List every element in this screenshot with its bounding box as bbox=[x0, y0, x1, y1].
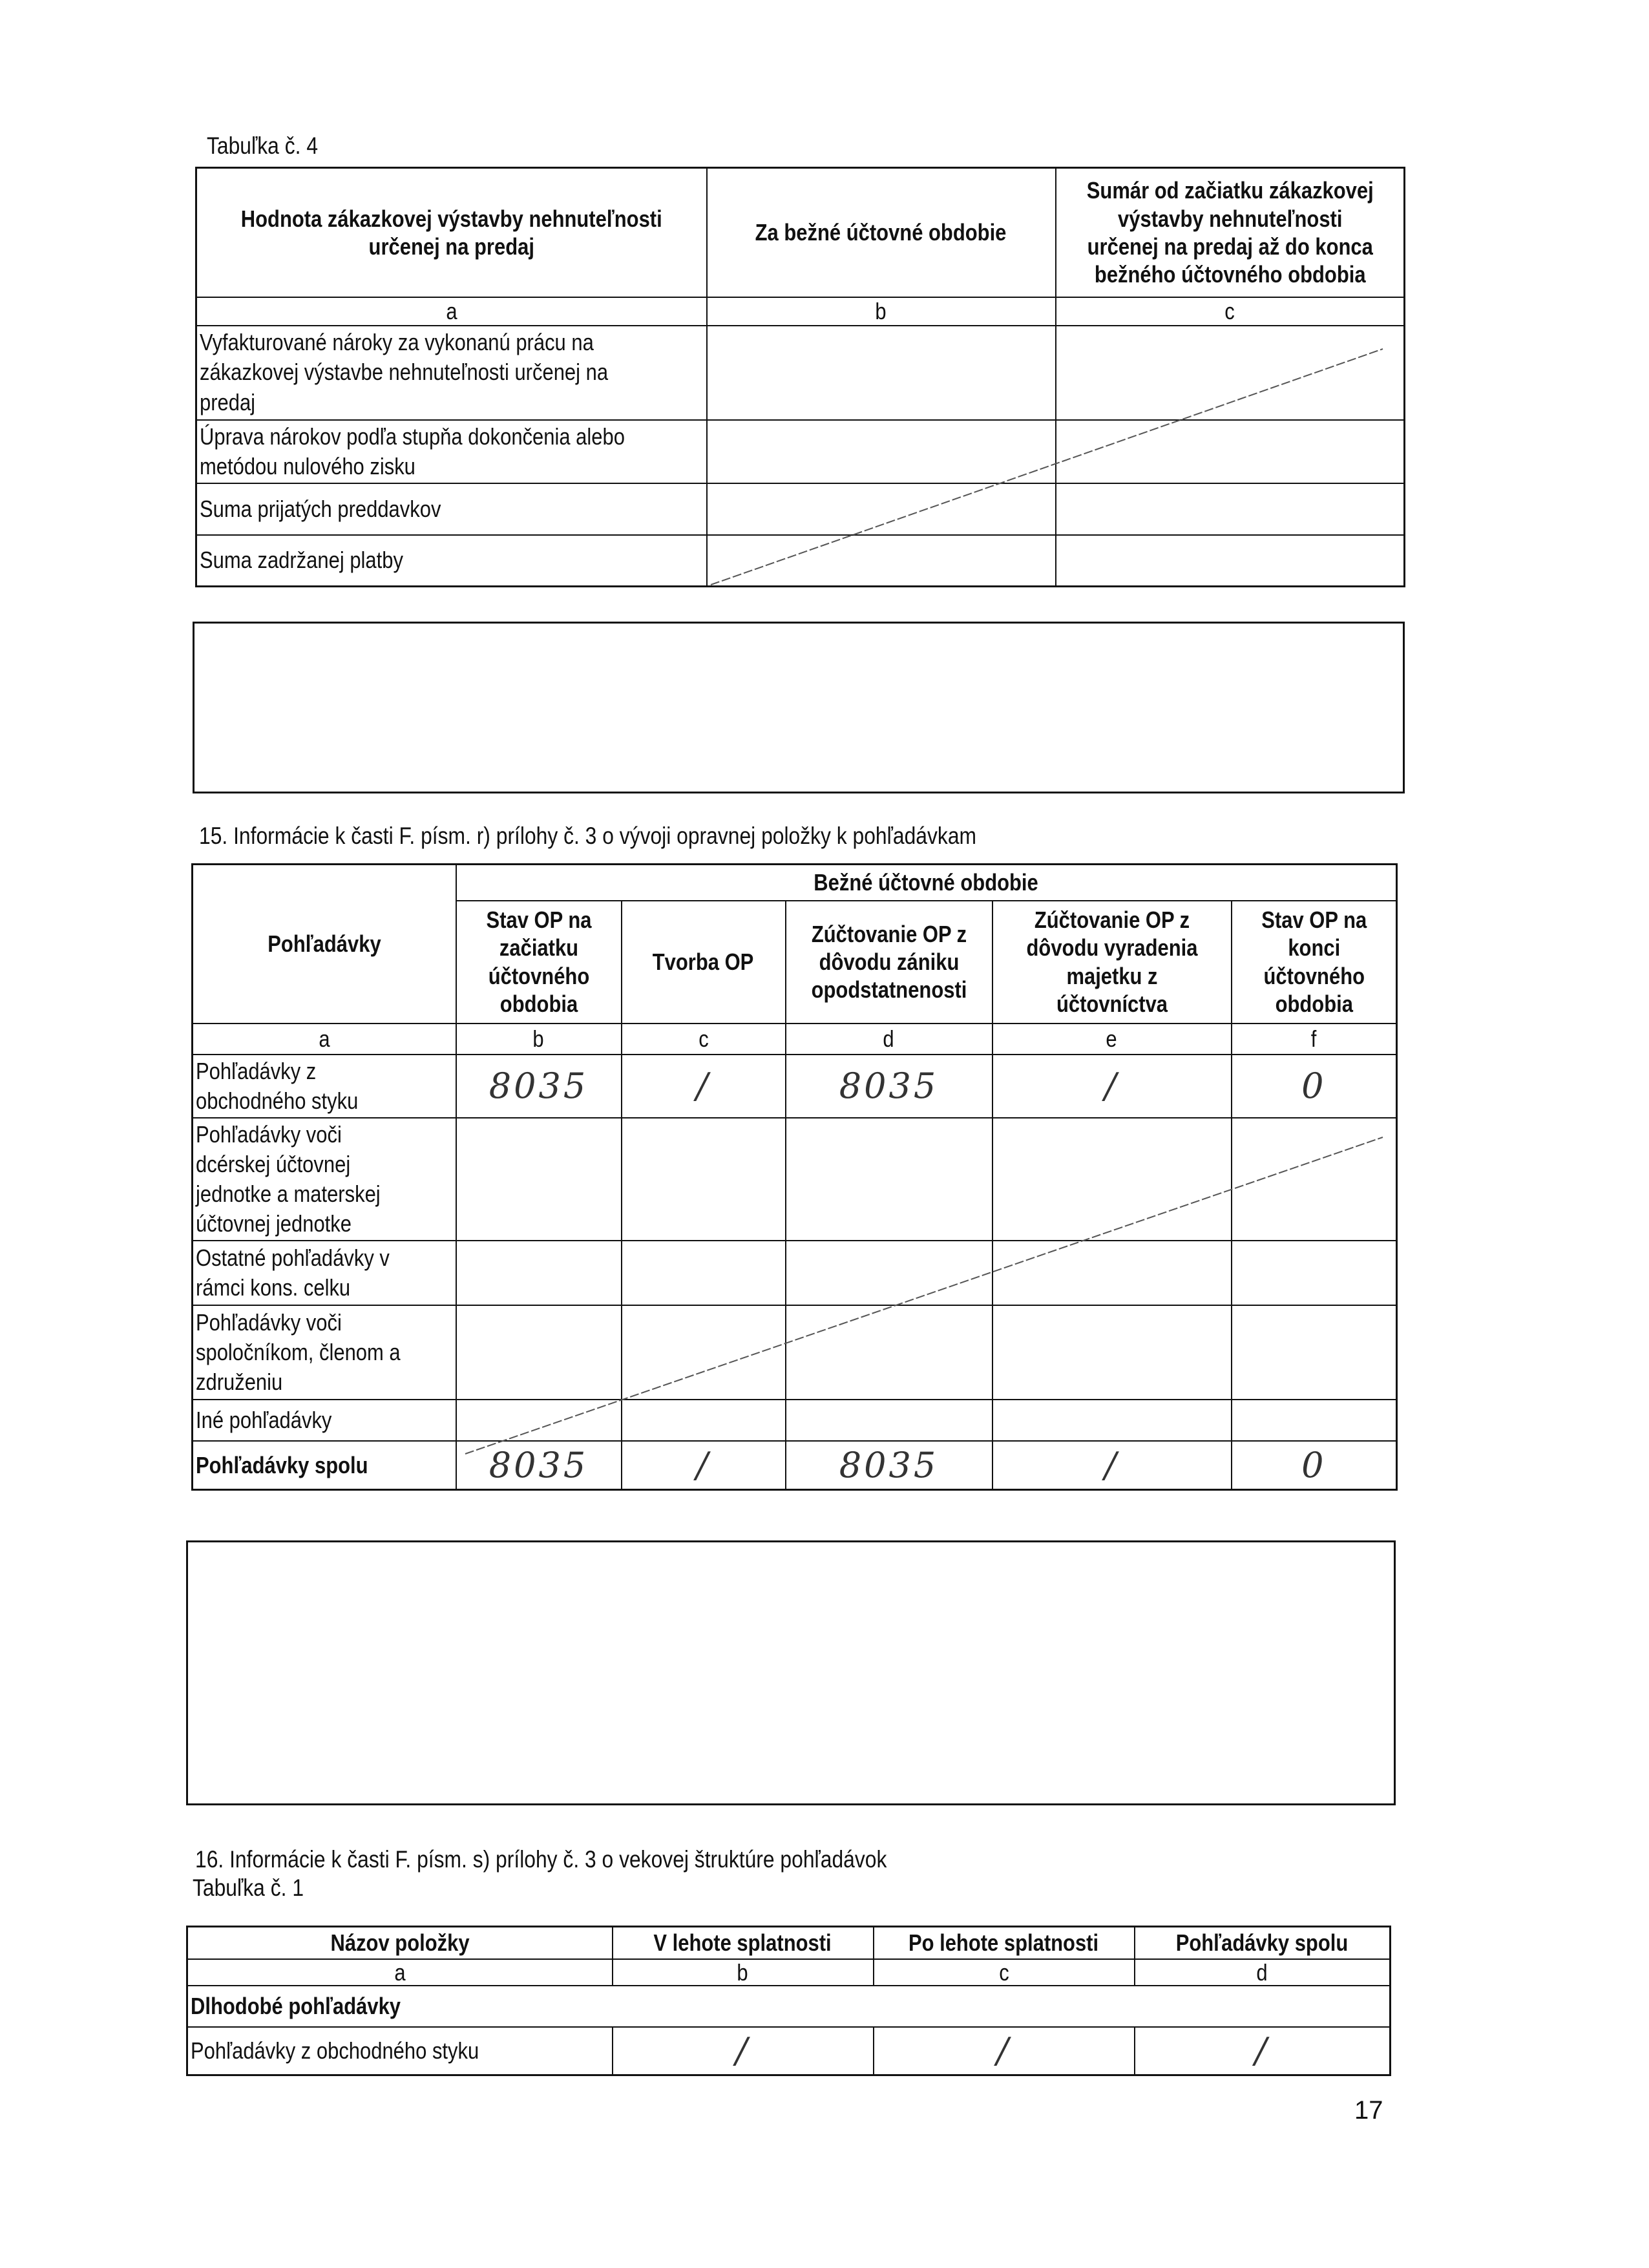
table4-caption: Tabuľka č. 4 bbox=[207, 132, 319, 159]
handwritten-value: 8035 bbox=[456, 1441, 622, 1490]
section15-header-b: Stav OP na začiatku účtovného obdobia bbox=[456, 901, 622, 1024]
section15-row-label: Pohľadávky z obchodného styku bbox=[193, 1055, 456, 1118]
section16-group-row: Dlhodobé pohľadávky bbox=[187, 1986, 1391, 2027]
handwritten-value: / bbox=[622, 1441, 786, 1490]
section16-header: Po lehote splatnosti bbox=[874, 1927, 1135, 1959]
handwritten-value: / bbox=[993, 1441, 1232, 1490]
section16-header: Pohľadávky spolu bbox=[1135, 1927, 1391, 1959]
section15-header-a: Pohľadávky bbox=[193, 865, 456, 1024]
section16-header: V lehote splatnosti bbox=[613, 1927, 874, 1959]
page-number: 17 bbox=[1354, 2096, 1383, 2125]
section16-letter: d bbox=[1135, 1959, 1391, 1986]
handwritten-value: / bbox=[874, 2027, 1135, 2075]
section15-header-c: Tvorba OP bbox=[622, 901, 786, 1024]
section15-letter: a bbox=[193, 1024, 456, 1055]
section15-row-label: Ostatné pohľadávky v rámci kons. celku bbox=[193, 1241, 456, 1305]
handwritten-value: 0 bbox=[1232, 1055, 1397, 1118]
section15-letter: e bbox=[993, 1024, 1232, 1055]
section15-row-label: Pohľadávky voči dcérskej účtovnej jednotke a materskej účtovnej jednotke bbox=[193, 1118, 456, 1241]
section15-strike-line bbox=[465, 1137, 1383, 1454]
section16-row-label: Pohľadávky z obchodného styku bbox=[187, 2027, 613, 2075]
table4-row-label: Úprava nárokov podľa stupňa dokončenia alebo metódou nulového zisku bbox=[196, 420, 707, 483]
section16-letter: b bbox=[613, 1959, 874, 1986]
section15-row-label: Iné pohľadávky bbox=[193, 1400, 456, 1441]
table4-row-label: Suma zadržanej platby bbox=[196, 535, 707, 587]
table4-letter-a: a bbox=[196, 297, 707, 326]
handwritten-value: 8035 bbox=[456, 1055, 622, 1118]
handwritten-value: 0 bbox=[1232, 1441, 1397, 1490]
table4-row-label: Vyfakturované nároky za vykonanú prácu na zákazkovej výstavbe nehnuteľnosti určenej na predaj bbox=[196, 326, 707, 420]
section16-letter: a bbox=[187, 1959, 613, 1986]
section15-row-label: Pohľadávky voči spoločníkom, členom a združeniu bbox=[193, 1305, 456, 1400]
table4-row-label: Suma prijatých preddavkov bbox=[196, 483, 707, 535]
handwritten-value: / bbox=[993, 1055, 1232, 1118]
table4-header-c: Sumár od začiatku zákazkovej výstavby nehnuteľnosti určenej na predaj až do konca bežného účtovného obdobia bbox=[1056, 168, 1405, 297]
section15-header-f: Stav OP na konci účtovného obdobia bbox=[1232, 901, 1397, 1024]
handwritten-value: / bbox=[1135, 2027, 1391, 2075]
section16-caption: Tabuľka č. 1 bbox=[193, 1874, 304, 1901]
table4-letter-b: b bbox=[707, 297, 1056, 326]
section15-total-label: Pohľadávky spolu bbox=[193, 1441, 456, 1490]
section15-letter: f bbox=[1232, 1024, 1397, 1055]
handwritten-value: / bbox=[613, 2027, 874, 2075]
section15-group-header: Bežné účtovné obdobie bbox=[456, 865, 1397, 901]
section15-header-d: Zúčtovanie OP z dôvodu zániku opodstatnenosti bbox=[786, 901, 993, 1024]
section15-letter: c bbox=[622, 1024, 786, 1055]
handwritten-value: 8035 bbox=[786, 1441, 993, 1490]
handwritten-value: 8035 bbox=[786, 1055, 993, 1118]
section16-header: Názov položky bbox=[187, 1927, 613, 1959]
section15-title: 15. Informácie k časti F. písm. r) prílohy č. 3 o vývoji opravnej položky k pohľadávkam bbox=[199, 823, 977, 849]
table4-strike-line bbox=[711, 349, 1383, 585]
table4-letter-c: c bbox=[1056, 297, 1405, 326]
section16-letter: c bbox=[874, 1959, 1135, 1986]
table4-header-b: Za bežné účtovné obdobie bbox=[707, 168, 1056, 297]
section15-letter: d bbox=[786, 1024, 993, 1055]
handwritten-value: / bbox=[622, 1055, 786, 1118]
table4-header-a: Hodnota zákazkovej výstavby nehnuteľnosti určenej na predaj bbox=[196, 168, 707, 297]
section16-title: 16. Informácie k časti F. písm. s) prílohy č. 3 o vekovej štruktúre pohľadávok bbox=[195, 1846, 887, 1873]
section15-letter: b bbox=[456, 1024, 622, 1055]
section15-header-e: Zúčtovanie OP z dôvodu vyradenia majetku z účtovníctva bbox=[993, 901, 1232, 1024]
